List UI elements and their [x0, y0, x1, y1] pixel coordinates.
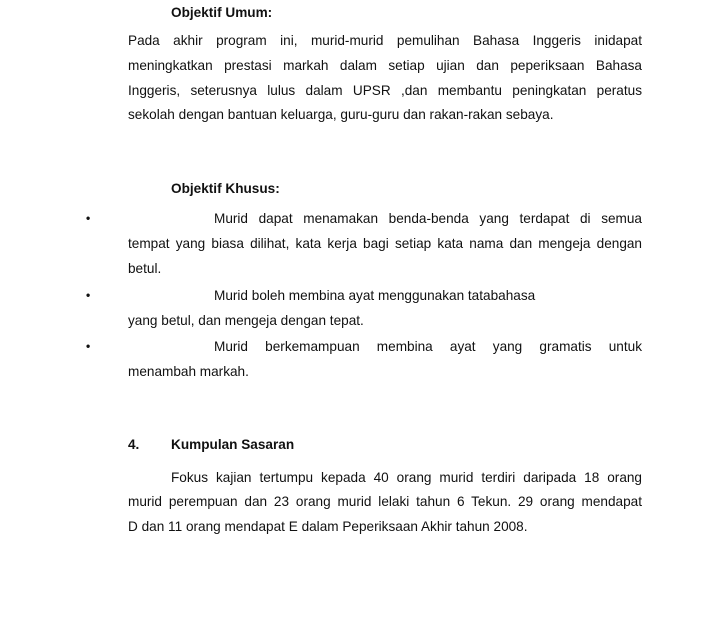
- objektif-khusus-item-line: tempat yang biasa dilihat, kata kerja bagi setiap kata nama dan mengeja dengan: [128, 236, 642, 251]
- objektif-umum-line: Pada akhir program ini, murid-murid pemulihan Bahasa Inggeris inidapat: [128, 33, 642, 48]
- objektif-khusus-item-line: menambah markah.: [128, 364, 249, 379]
- bullet-icon: •: [86, 211, 91, 225]
- bullet-icon: •: [86, 288, 91, 302]
- objektif-umum-line: Inggeris, seterusnya lulus dalam UPSR ,dan membantu peningkatan peratus: [128, 83, 642, 98]
- objektif-umum-line: meningkatkan prestasi markah dalam setiap ujian dan peperiksaan Bahasa: [128, 58, 642, 73]
- objektif-khusus-item-line: betul.: [128, 261, 162, 276]
- section-paragraph-line: murid perempuan dan 23 orang murid lelaki tahun 6 Tekun. 29 orang mendapat: [128, 494, 642, 509]
- objektif-khusus-item-first-line: Murid berkemampuan membina ayat yang gramatis untuk: [214, 339, 642, 354]
- section-number: 4.: [128, 437, 140, 452]
- section-paragraph-line: D dan 11 orang mendapat E dalam Peperiksaan Akhir tahun 2008.: [128, 519, 528, 534]
- objektif-umum-line: sekolah dengan bantuan keluarga, guru-guru dan rakan-rakan sebaya.: [128, 107, 554, 122]
- section-paragraph-line: Fokus kajian tertumpu kepada 40 orang murid terdiri daripada 18 orang: [171, 470, 642, 485]
- objektif-khusus-item-line: yang betul, dan mengeja dengan tepat.: [128, 313, 364, 328]
- objektif-umum-heading: Objektif Umum:: [171, 5, 273, 20]
- section-heading: Kumpulan Sasaran: [171, 437, 295, 452]
- bullet-icon: •: [86, 339, 91, 353]
- objektif-khusus-item-first-line: Murid boleh membina ayat menggunakan tatabahasa: [214, 288, 536, 303]
- objektif-khusus-item-first-line: Murid dapat menamakan benda-benda yang terdapat di semua: [214, 211, 642, 226]
- objektif-khusus-heading: Objektif Khusus:: [171, 181, 280, 196]
